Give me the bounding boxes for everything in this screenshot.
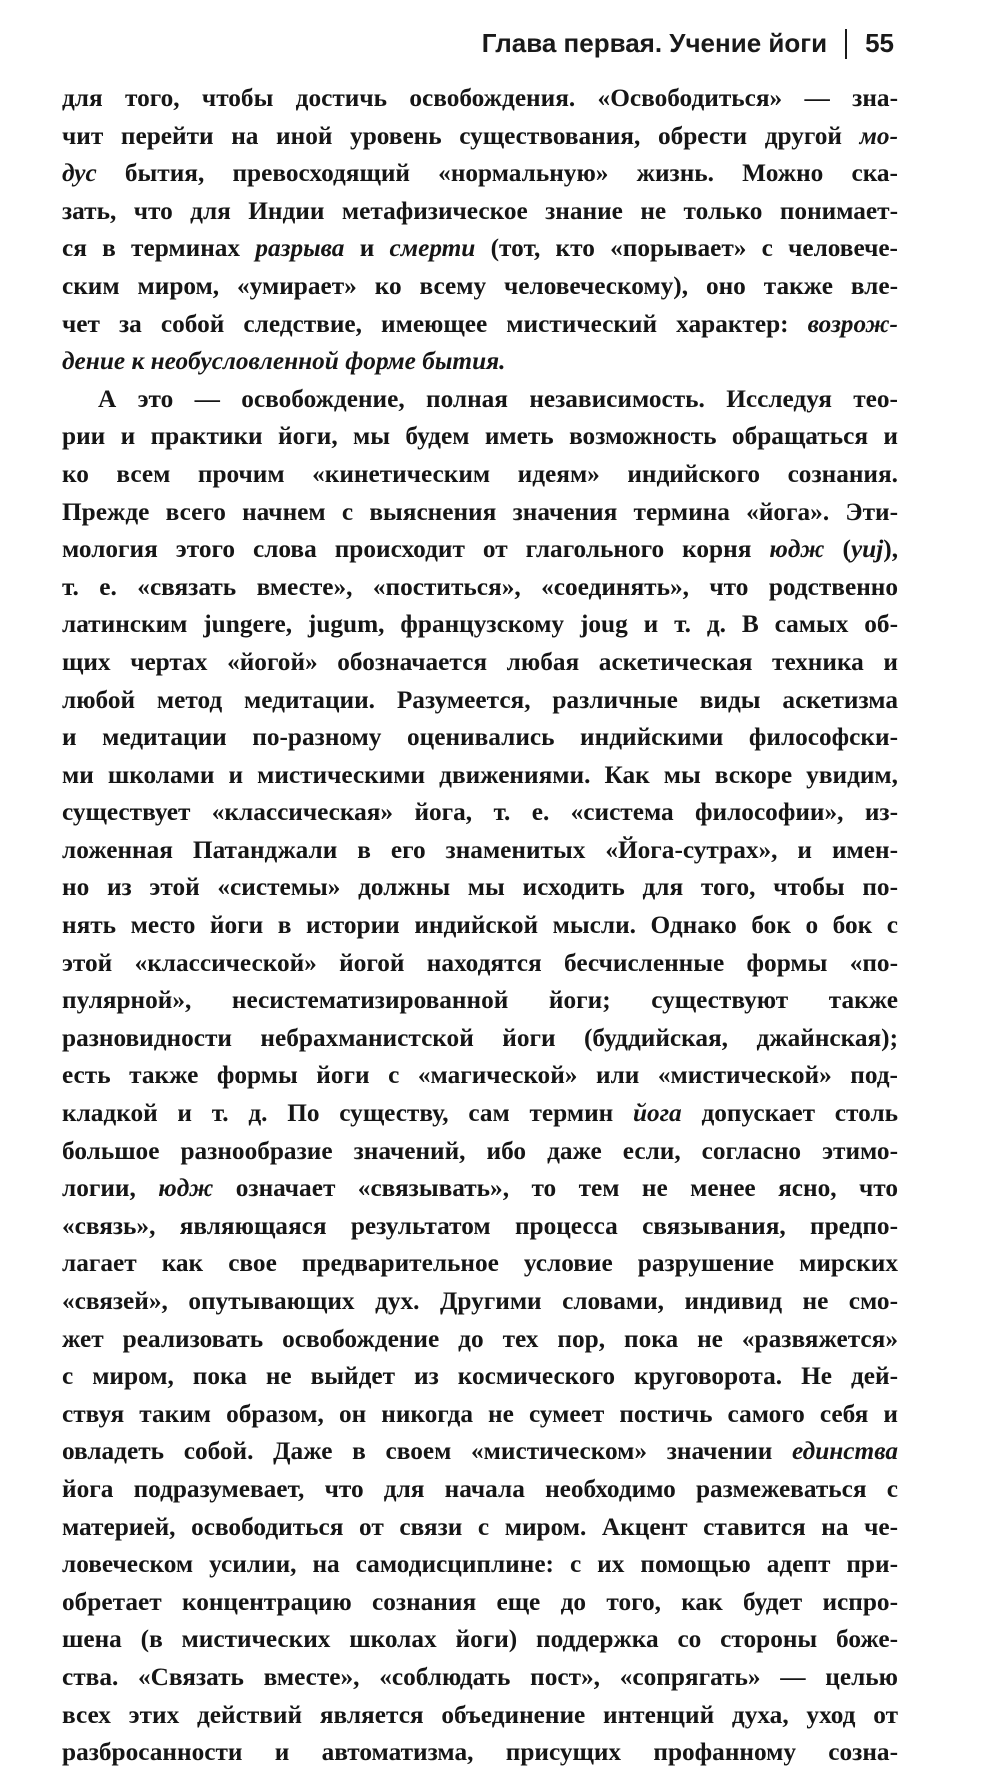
text-line: ства. «Связать вместе», «соблюдать пост», «сопрягать» — целью bbox=[62, 1662, 898, 1691]
text-line: большое разнообразие значений, ибо даже если, согласно этимо- bbox=[62, 1136, 898, 1165]
text-line: существует «классическая» йога, т. е. «система философии», из- bbox=[62, 798, 898, 827]
text-line: лагает как свое предварительное условие разрушение мирских bbox=[62, 1249, 898, 1278]
text-line: зать, что для Индии метафизическое знание не только понимает- bbox=[62, 196, 898, 225]
text-line: т. е. «связать вместе», «поститься», «соединять», что родственно bbox=[62, 572, 898, 601]
page-number: 55 bbox=[865, 28, 894, 58]
text-line: чет за собой следствие, имеющее мистический характер: возрож- bbox=[62, 309, 898, 338]
text-line: есть также формы йоги с «магической» или «мистической» под- bbox=[62, 1061, 898, 1090]
header-separator bbox=[845, 29, 847, 59]
text-line: дус бытия, превосходящий «нормальную» жизнь. Можно ска- bbox=[62, 159, 898, 188]
text-line: «связь», являющаяся результатом процесса связывания, предпо- bbox=[62, 1211, 898, 1240]
text-line: А это — освобождение, полная независимость. Исследуя тео- bbox=[98, 384, 898, 413]
text-line: жет реализовать освобождение до тех пор, пока не «развяжется» bbox=[62, 1324, 898, 1353]
text-line: любой метод медитации. Разумеется, различные виды аскетизма bbox=[62, 685, 898, 714]
text-line: логии, юдж означает «связывать», то тем не менее ясно, что bbox=[62, 1174, 898, 1203]
text-line: кладкой и т. д. По существу, сам термин йога допускает столь bbox=[62, 1099, 898, 1128]
text-line: овладеть собой. Даже в своем «мистическом» значении единства bbox=[62, 1437, 898, 1466]
running-header bbox=[482, 28, 894, 59]
text-line: ся в терминах разрыва и смерти (тот, кто «порывает» с человече- bbox=[62, 234, 898, 263]
text-line: мология этого слова происходит от глагольного корня юдж (yuj), bbox=[62, 535, 898, 564]
text-line: ловеческом усилии, на самодисциплине: с их помощью адепт при- bbox=[62, 1550, 898, 1579]
text-line: чит перейти на иной уровень существования, обрести другой мо- bbox=[62, 121, 898, 150]
text-line: с миром, пока не выйдет из космического круговорота. Не дей- bbox=[62, 1362, 898, 1391]
text-line: «связей», опутывающих дух. Другими словами, индивид не смо- bbox=[62, 1287, 898, 1315]
text-line: ским миром, «умирает» ко всему человеческому), оно также вле- bbox=[62, 271, 898, 300]
text-line: латинским jungere, jugum, французскому joug и т. д. В самых об- bbox=[62, 610, 898, 639]
text-line: Прежде всего начнем с выяснения значения термина «йога». Эти- bbox=[62, 497, 898, 526]
text-line: для того, чтобы достичь освобождения. «Освободиться» — зна- bbox=[62, 84, 898, 112]
text-line: но из этой «системы» должны мы исходить для того, чтобы по- bbox=[62, 873, 898, 902]
text-line: щих чертах «йогой» обозначается любая аскетическая техника и bbox=[62, 647, 898, 676]
body-text bbox=[62, 80, 898, 1772]
text-line: ми школами и мистическими движениями. Как мы вскоре увидим, bbox=[62, 760, 898, 789]
text-line: разновидности небрахманистской йоги (буддийская, джайнская); bbox=[62, 1023, 898, 1052]
running-title: Глава первая. Учение йоги bbox=[481, 28, 828, 58]
text-line: нять место йоги в истории индийской мысли. Однако бок о бок с bbox=[62, 911, 898, 940]
text-line: разбросанности и автоматизма, присущих профанному созна- bbox=[62, 1738, 898, 1767]
text-line: рии и практики йоги, мы будем иметь возможность обращаться и bbox=[62, 422, 898, 451]
text-line: всех этих действий является объединение интенций духа, уход от bbox=[62, 1700, 898, 1729]
text-line: ложенная Патанджали в его знаменитых «Йога-сутрах», и имен- bbox=[62, 835, 898, 864]
text-line: ко всем прочим «кинетическим идеям» индийского сознания. bbox=[62, 459, 898, 488]
text-line: шена (в мистических школах йоги) поддержка со стороны боже- bbox=[62, 1625, 898, 1654]
text-line: обретает концентрацию сознания еще до того, как будет испро- bbox=[62, 1587, 898, 1616]
text-line: йога подразумевает, что для начала необходимо размежеваться с bbox=[62, 1474, 898, 1503]
text-line: ствуя таким образом, он никогда не сумеет постичь самого себя и bbox=[62, 1399, 898, 1428]
text-line: пулярной», несистематизированной йоги; существуют также bbox=[62, 986, 898, 1015]
text-line: дение к необусловленной форме бытия. bbox=[62, 347, 506, 376]
text-line: и медитации по-разному оценивались индийскими философски- bbox=[62, 723, 898, 752]
text-line: этой «классической» йогой находятся бесчисленные формы «по- bbox=[62, 948, 898, 977]
text-line: материей, освободиться от связи с миром. Акцент ставится на че- bbox=[62, 1512, 898, 1541]
